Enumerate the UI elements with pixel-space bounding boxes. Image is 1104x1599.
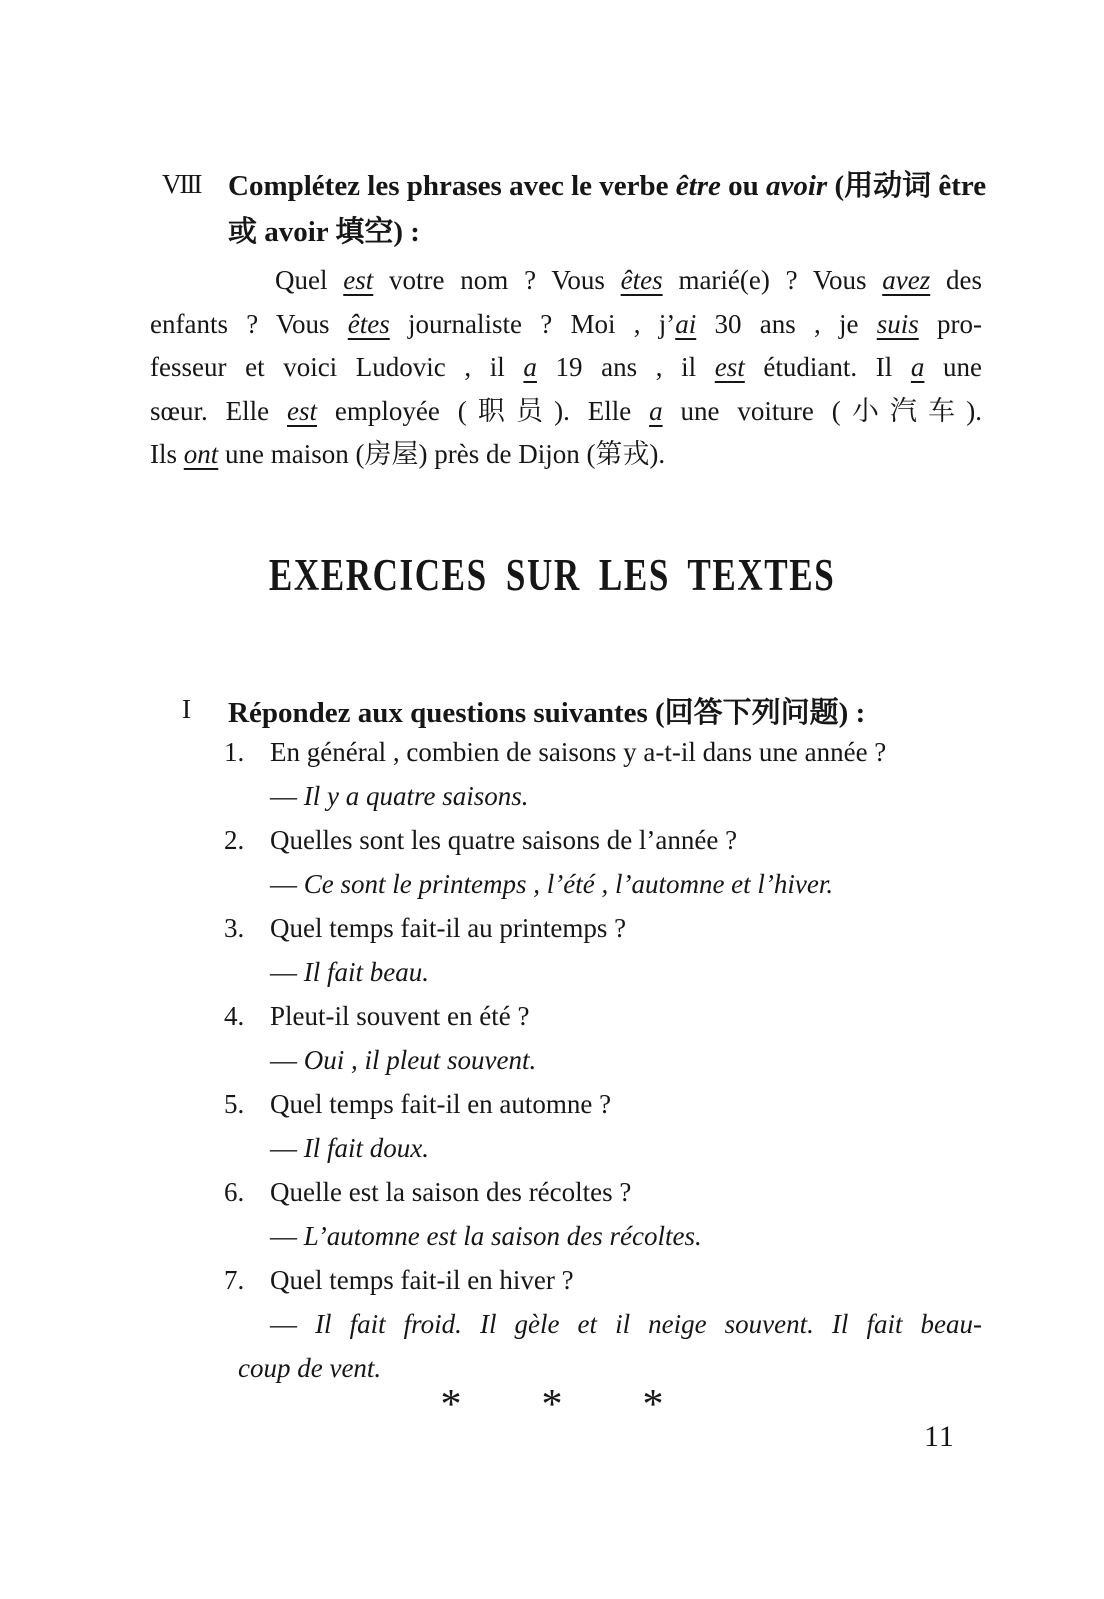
- text-run: pro-: [918, 308, 982, 339]
- text-run: être: [675, 170, 721, 202]
- filled-answer-word: a: [649, 395, 663, 426]
- section-viii-title: [228, 163, 998, 255]
- exercises-title-wrap: [0, 549, 1104, 601]
- section-viii-label: VIII: [162, 169, 201, 199]
- separator-star: *: [541, 1382, 563, 1428]
- text-run: une maison (房屋) près de Dijon (第戎).: [218, 439, 666, 469]
- question-number: 7.: [224, 1265, 245, 1295]
- answer-text: L’automne est la saison des récoltes.: [303, 1221, 702, 1251]
- text-run: 或 avoir 填空) :: [228, 216, 420, 248]
- text-run: une voiture (小汽车).: [662, 395, 982, 426]
- question-row: [150, 1170, 982, 1214]
- text-run: Ils: [150, 439, 184, 469]
- answer-dash: —: [270, 1133, 304, 1163]
- filled-answer-word: êtes: [347, 308, 390, 339]
- question-number: 3.: [224, 913, 245, 943]
- page-number: 11: [924, 1420, 955, 1453]
- filled-answer-word: a: [523, 352, 537, 382]
- answer-dash: —: [270, 1045, 304, 1075]
- filled-answer-word: est: [287, 395, 318, 426]
- answer-dash: —: [270, 957, 304, 987]
- answer-text: Il fait beau.: [303, 957, 429, 987]
- text-run: étudiant. Il: [744, 352, 911, 382]
- text-line: [150, 390, 982, 434]
- answer-dash: —: [270, 1309, 316, 1339]
- answer-text: Oui , il pleut souvent.: [303, 1045, 537, 1075]
- fill-in-paragraph: [150, 259, 982, 477]
- answer-row: [150, 1038, 982, 1082]
- text-run: ou: [720, 170, 766, 202]
- text-run: Complétez les phrases avec le verbe: [228, 170, 676, 202]
- text-run: journaliste ? Moi , j’: [389, 308, 676, 339]
- answer-text: Il fait doux.: [303, 1133, 429, 1163]
- answer-row: [150, 1126, 982, 1170]
- filled-answer-word: ai: [675, 308, 697, 339]
- text-run: votre nom ? Vous: [373, 265, 621, 295]
- text-run: marié(e) ? Vous: [662, 265, 883, 295]
- text-run: 19 ans , il: [536, 352, 715, 382]
- text-line: [228, 163, 998, 209]
- text-run: employée (职员). Elle: [317, 395, 650, 426]
- question-text: En général , combien de saisons y a-t-il dans une année ?: [270, 737, 887, 767]
- text-run: fesseur et voici Ludovic , il: [150, 352, 524, 382]
- question-row: [150, 1258, 982, 1302]
- question-number: 2.: [224, 825, 245, 855]
- text-line: [228, 209, 998, 255]
- question-row: [150, 994, 982, 1038]
- filled-answer-word: est: [714, 352, 745, 382]
- text-run: (用动词 être: [827, 170, 987, 202]
- filled-answer-word: êtes: [620, 265, 663, 295]
- question-text: Pleut-il souvent en été ?: [270, 1001, 530, 1031]
- text-run: une: [924, 352, 982, 382]
- answer-text: Il y a quatre saisons.: [303, 781, 529, 811]
- filled-answer-word: a: [910, 352, 925, 382]
- answer-row: [150, 774, 982, 818]
- text-run: sœur. Elle: [150, 395, 288, 426]
- question-number: 1.: [224, 737, 245, 767]
- question-row: [150, 818, 982, 862]
- question-text: Quelle est la saison des récoltes ?: [270, 1177, 632, 1207]
- text-line: [150, 346, 982, 390]
- question-list: [150, 730, 982, 1390]
- text-line: [150, 433, 982, 477]
- text-line: [150, 303, 982, 347]
- text-run: des: [930, 265, 982, 295]
- answer-text: Il fait froid. Il gèle et il neige souvent. Il fait beau-: [315, 1309, 983, 1339]
- question-number: 6.: [224, 1177, 245, 1207]
- answer-dash: —: [270, 1221, 304, 1251]
- question-text: Quel temps fait-il au printemps ?: [270, 913, 627, 943]
- answer-row: [150, 950, 982, 994]
- text-line: [150, 259, 982, 303]
- filled-answer-word: suis: [876, 308, 919, 339]
- question-row: [150, 906, 982, 950]
- question-text: Quel temps fait-il en automne ?: [270, 1089, 612, 1119]
- text-run: avoir: [766, 170, 828, 202]
- question-row: [150, 730, 982, 774]
- section-i-label: I: [182, 694, 191, 724]
- exercises-title: EXERCICES SUR LES TEXTES: [268, 550, 836, 600]
- section-i-title: Répondez aux questions suivantes (回答下列问题) :: [228, 697, 866, 729]
- separator-star: *: [642, 1382, 664, 1428]
- question-number: 5.: [224, 1089, 245, 1119]
- answer-continuation: coup de vent.: [238, 1353, 382, 1383]
- filled-answer-word: avez: [882, 265, 931, 295]
- answer-dash: —: [270, 781, 304, 811]
- filled-answer-word: ont: [183, 439, 219, 469]
- text-run: enfants ? Vous: [150, 308, 348, 339]
- answer-row: [150, 1214, 982, 1258]
- filled-answer-word: est: [343, 265, 374, 295]
- answer-dash: —: [270, 869, 304, 899]
- separator-star: *: [440, 1382, 462, 1428]
- question-row: [150, 1082, 982, 1126]
- answer-row: [150, 1302, 982, 1346]
- question-text: Quel temps fait-il en hiver ?: [270, 1265, 574, 1295]
- text-run: Quel: [275, 265, 344, 295]
- answer-row: [150, 862, 982, 906]
- text-run: 30 ans , je: [696, 308, 877, 339]
- question-text: Quelles sont les quatre saisons de l’année ?: [270, 825, 738, 855]
- answer-text: Ce sont le printemps , l’été , l’automne et l’hiver.: [303, 869, 834, 899]
- question-number: 4.: [224, 1001, 245, 1031]
